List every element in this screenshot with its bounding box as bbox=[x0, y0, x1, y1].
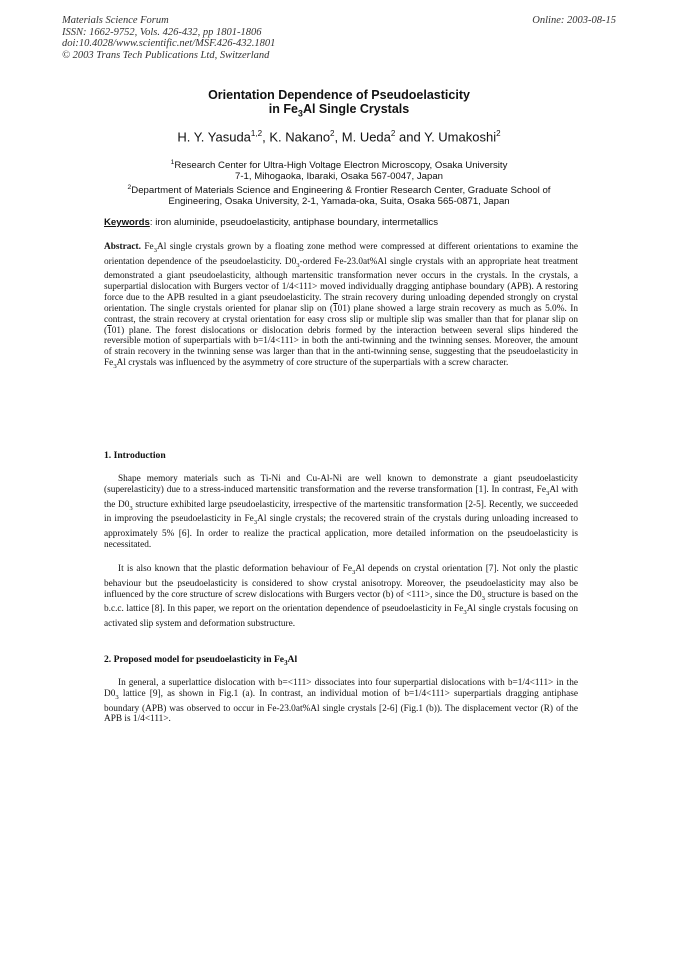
online-date: Online: 2003-08-15 bbox=[532, 15, 616, 26]
doi-line: doi:10.4028/www.scientific.net/MSF.426-432.1801 bbox=[62, 38, 276, 49]
author-name: H. Y. Yasuda bbox=[177, 129, 251, 145]
author-name: Y. Umakoshi bbox=[424, 129, 497, 145]
affiliations bbox=[62, 157, 616, 207]
model-paragraph-1: In general, a superlattice dislocation with b=<111> dissociates into four superpartial dislocations with b=1/4<111> in the $D0_3$ lattice [9], as shown in Fig.1 (a). In contrast, an individual motion of b=1/4<111> superpartials dragging antiphase boundary (APB) was observed to occur in Fe-23.0at%Al single crystals [2-6] (Fig.1 (b)). The displacement vector (R) of the APB is 1/4<111>. bbox=[104, 678, 578, 725]
journal-name: Materials Science Forum bbox=[62, 15, 169, 26]
author-list: H. Y. Yasuda$^{1,2}$, K. Nakano$^2$, M. Ueda$^2$ and Y. Umakoshi$^2$ bbox=[177, 129, 501, 145]
title-line-2: in $Fe_3Al$ Single Crystals bbox=[268, 102, 410, 119]
journal-header bbox=[62, 15, 422, 61]
affiliation-2-address: Engineering, Osaka University, 2-1, Yamada-oka, Suita, Osaka 565-0871, Japan bbox=[168, 196, 510, 208]
copyright-line: © 2003 Trans Tech Publications Ltd, Switzerland bbox=[62, 49, 270, 61]
author-name: K. Nakano bbox=[269, 129, 331, 145]
affiliation-1-address: 7-1, Mihogaoka, Ibaraki, Osaka 567-0047, Japan bbox=[235, 171, 443, 183]
author-name: M. Ueda bbox=[341, 129, 391, 145]
introduction-paragraph-2: It is also known that the plastic deformation behaviour of $Fe_3Al$ depends on crystal orientation [7]. Not only the plastic behaviour but the pseudoelasticity is considered to show crystal anisotropy. Moreover, the pseudoelasticity may also be influenced by the core structure of screw dislocations with Burgers vector (b) of <111>, since the $D0_3$ structure is based on the b.c.c. lattice [8]. In this paper, we report on the orientation dependence of pseudoelasticity in $Fe_3Al$ single crystals focusing on activated slip system and deformation substructure. bbox=[104, 564, 579, 629]
affiliation-1: $^1$Research Center for Ultra-High Voltage Electron Microscopy, Osaka University bbox=[170, 159, 508, 172]
keywords-label: Keywords bbox=[104, 217, 150, 228]
keywords: Keywords: iron aluminide, pseudoelasticity, antiphase boundary, intermetallics bbox=[104, 217, 439, 228]
introduction-paragraph-1: Shape memory materials such as Ti-Ni and Cu-Al-Ni are well known to demonstrate a giant pseudoelasticity (superelasticity) due to a stress-induced martensitic transformation and the reverse transformation [1]. In contrast, $Fe_3Al$ with the $D0_3$ structure exhibited large pseudoelasticity, irrespective of the martensitic transformation [2-5]. Recently, we succeeded in improving the pseudoelasticity in $Fe_3Al$ single crystals; the recovered strain of the crystals during unloading increased to approximately 5% [6]. In order to realize the practical application, more detailed information on the pseudoelasticity is necessitated. bbox=[104, 474, 578, 550]
affiliation-2: $^2$Department of Materials Science and Engineering & Frontier Research Center, Graduate School of bbox=[127, 184, 551, 197]
issn-line: ISSN: 1662-9752, Vols. 426-432, pp 1801-1806 bbox=[62, 26, 262, 38]
abstract: Abstract. $Fe_3Al$ single crystals grown by a floating zone method were compressed at different orientations to examine the orientation dependence of the pseudoelasticity. $D0_3$-ordered Fe-23.0at%Al single crystals with an appropriate heat treatment demonstrated a giant pseudoelasticity, although martensitic transformation never occurs in the crystals. In the crystals, a superpartial dislocation with Burgers vector of 1/4<111> moved individually dragging antiphase boundary (APB). A restoring force due to the APB resulted in a giant pseudoelasticity. The strain recovery during unloading depended strongly on crystal orientation. The single crystals oriented for planar slip on (101) plane showed a large strain recovery as much as 5.0%. In contrast, the strain recovery at crystal orientation for easy cross slip or multiple slip was smaller than that for planar slip on (101) plane. The forest dislocations or dislocation debris formed by the interaction between several slips hindered the reversible motion of superpartials with b=1/4<111> in both the anti-twinning and the twinning senses. Moreover, the amount of strain recovery in the twinning sense was larger than that in the anti-twinning sense, suggesting that the pseudoelasticity in $Fe_3Al$ crystals was influenced by the asymmetry of core structure of the superpartials with a screw character. bbox=[104, 242, 579, 371]
section-heading-model: 2. Proposed model for pseudoelasticity in $Fe_3Al$ bbox=[104, 654, 298, 667]
paper-title bbox=[62, 88, 616, 121]
keywords-text: iron aluminide, pseudoelasticity, antiphase boundary, intermetallics bbox=[155, 217, 439, 228]
abstract-label: Abstract. bbox=[104, 242, 141, 252]
title-line-1: Orientation Dependence of Pseudoelasticity bbox=[208, 88, 470, 102]
section-heading-introduction: 1. Introduction bbox=[104, 450, 166, 461]
